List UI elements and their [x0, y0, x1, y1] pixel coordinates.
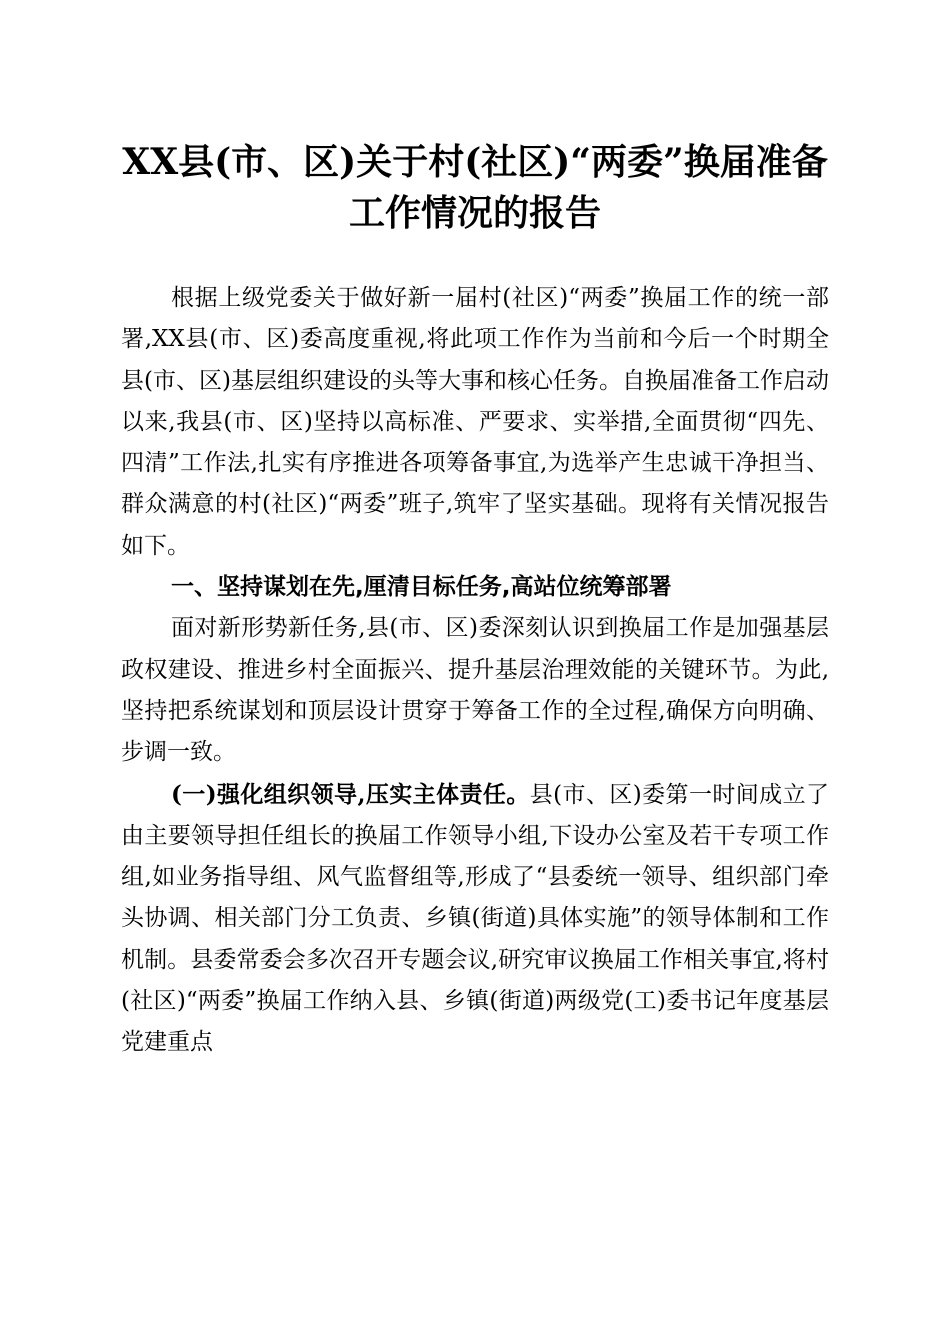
- document-body: [121, 278, 829, 1064]
- title-line-1: XX县(市、区)关于村(社区)“两委”换届准备: [122, 141, 828, 183]
- subsection-lead: (一)强化组织领导,压实主体责任。: [171, 780, 530, 808]
- subsection-text: 县(市、区)委第一时间成立了由主要领导担任组长的换届工作领导小组,下设办公室及若干专项工作组,如业务指导组、风气监督组等,形成了“县委统一领导、组织部门牵头协调、相关部门分工负责、乡镇(街道)具体实施”的领导体制和工作机制。县委常委会多次召开专题会议,研究审议换届工作相关事宜,将村(社区)“两委”换届工作纳入县、乡镇(街道)两级党(工)委书记年度基层党建重点: [121, 781, 829, 1056]
- paragraph-subsection-1: [121, 774, 829, 1064]
- title-line-2: 工作情况的报告: [348, 192, 601, 234]
- section-heading-1: 一、坚持谋划在先,厘清目标任务,高站位统筹部署: [171, 574, 672, 601]
- paragraph-intro: 根据上级党委关于做好新一届村(社区)“两委”换届工作的统一部署,XX县(市、区)委高度重视,将此项工作作为当前和今后一个时期全县(市、区)基层组织建设的头等大事和核心任务。自换届准备工作启动以来,我县(市、区)坚持以高标准、严要求、实举措,全面贯彻“四先、四清”工作法,扎实有序推进各项筹备事宜,为选举产生忠诚干净担当、群众满意的村(社区)“两委”班子,筑牢了坚实基础。现将有关情况报告如下。: [121, 285, 829, 559]
- document-title: [100, 137, 850, 239]
- paragraph-section-1: 面对新形势新任务,县(市、区)委深刻认识到换届工作是加强基层政权建设、推进乡村全面振兴、提升基层治理效能的关键环节。为此,坚持把系统谋划和顶层设计贯穿于筹备工作的全过程,确保方向明确、步调一致。: [121, 615, 829, 766]
